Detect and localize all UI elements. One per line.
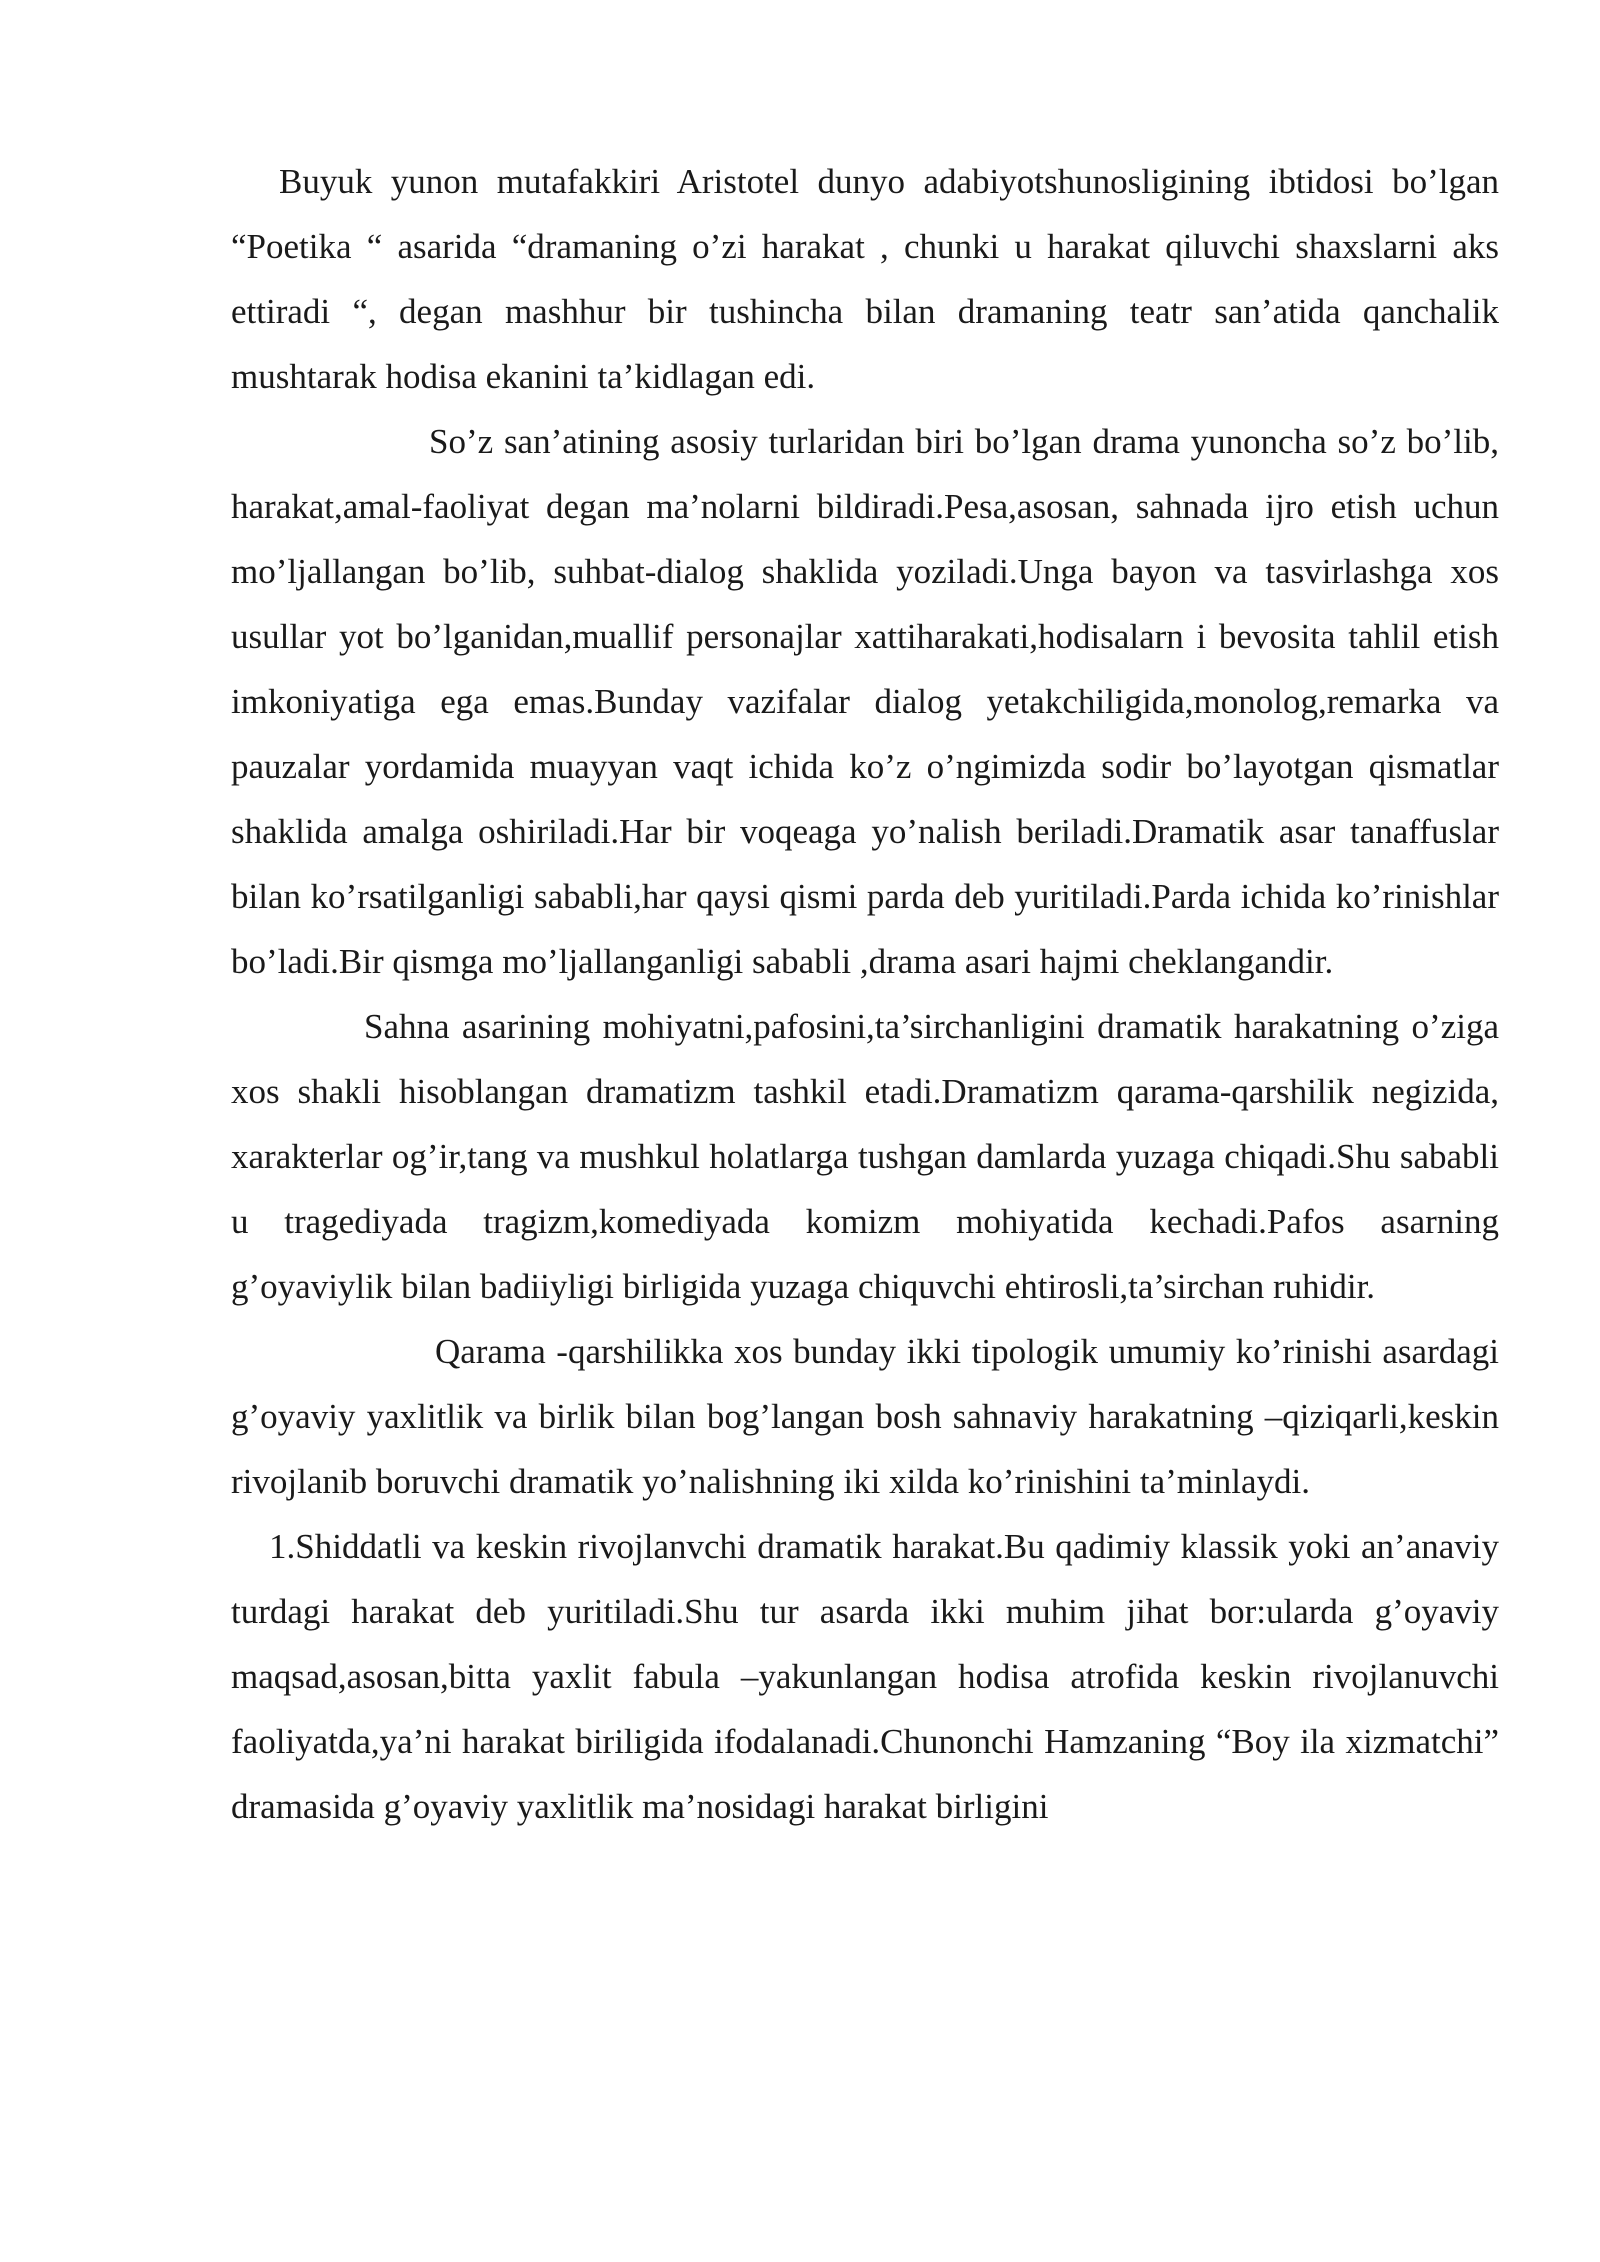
paragraph-typology: Qarama -qarshilikka xos bunday ikki tipologik umumiy ko’rinishi asardagi g’oyaviy yaxlitlik va birlik bilan bog’langan bosh sahnaviy harakatning –qiziqarli,keskin rivojlanib boruvchi dramatik yo’nalishning iki xilda ko’rinishini ta’minlaydi. [231,1332,1499,1501]
paragraph-dramatism: Sahna asarining mohiyatni,pafosini,ta’sirchanligini dramatik harakatning o’ziga xos shakli hisoblangan dramatizm tashkil etadi.Dramatizm qarama-qarshilik negizida, xarakterlar og’ir,tang va mushkul holatlarga tushgan damlarda yuzaga chiqadi.Shu sababli u tragediyada tragizm,komediyada komizm mohiyatida kechadi.Pafos asarning g’oyaviylik bilan badiiyligi birligida yuzaga chiquvchi ehtirosli,ta’sirchan ruhidir. [231,1007,1499,1306]
paragraph-drama-definition: So’z san’atining asosiy turlaridan biri bo’lgan drama yunoncha so’z bo’lib, harakat,amal-faoliyat degan ma’nolarni bildiradi.Pesa,asosan, sahnada ijro etish uchun mo’ljallangan bo’lib, suhbat-dialog shaklida yoziladi.Unga bayon va tasvirlashga xos usullar yot bo’lganidan,muallif personajlar xattiharakati,hodisalarn i bevosita tahlil etish imkoniyatiga ega emas.Bunday vazifalar dialog yetakchiligida,monolog,remarka va pauzalar yordamida muayyan vaqt ichida ko’z o’ngimizda sodir bo’layotgan qismatlar shaklida amalga oshiriladi.Har bir voqeaga yo’nalish beriladi.Dramatik asar tanaffuslar bilan ko’rsatilganligi sababli,har qaysi qismi parda deb yuritiladi.Parda ichida ko’rinishlar bo’ladi.Bir qismga mo’ljallanganligi sababli ,drama asari hajmi cheklangandir. [231,422,1499,981]
paragraph-aristotle: Buyuk yunon mutafakkiri Aristotel dunyo adabiyotshunosligining ibtidosi bo’lgan “Poetika “ asarida “dramaning o’zi harakat , chunki u harakat qiluvchi shaxslarni aks ettiradi “, degan mashhur bir tushincha bilan dramaning teatr san’atida qanchalik mushtarak hodisa ekanini ta’kidlagan edi. [231,162,1499,396]
paragraph-first-type: 1.Shiddatli va keskin rivojlanvchi dramatik harakat.Bu qadimiy klassik yoki an’anaviy turdagi harakat deb yuritiladi.Shu tur asarda ikki muhim jihat bor:ularda g’oyaviy maqsad,asosan,bitta yaxlit fabula –yakunlangan hodisa atrofida keskin rivojlanuvchi faoliyatda,ya’ni harakat biriligida ifodalanadi.Chunonchi Hamzaning “Boy ila xizmatchi” dramasida g’oyaviy yaxlitlik ma’nosidagi harakat birligini [231,1527,1499,1826]
document-page [231,149,1499,1839]
